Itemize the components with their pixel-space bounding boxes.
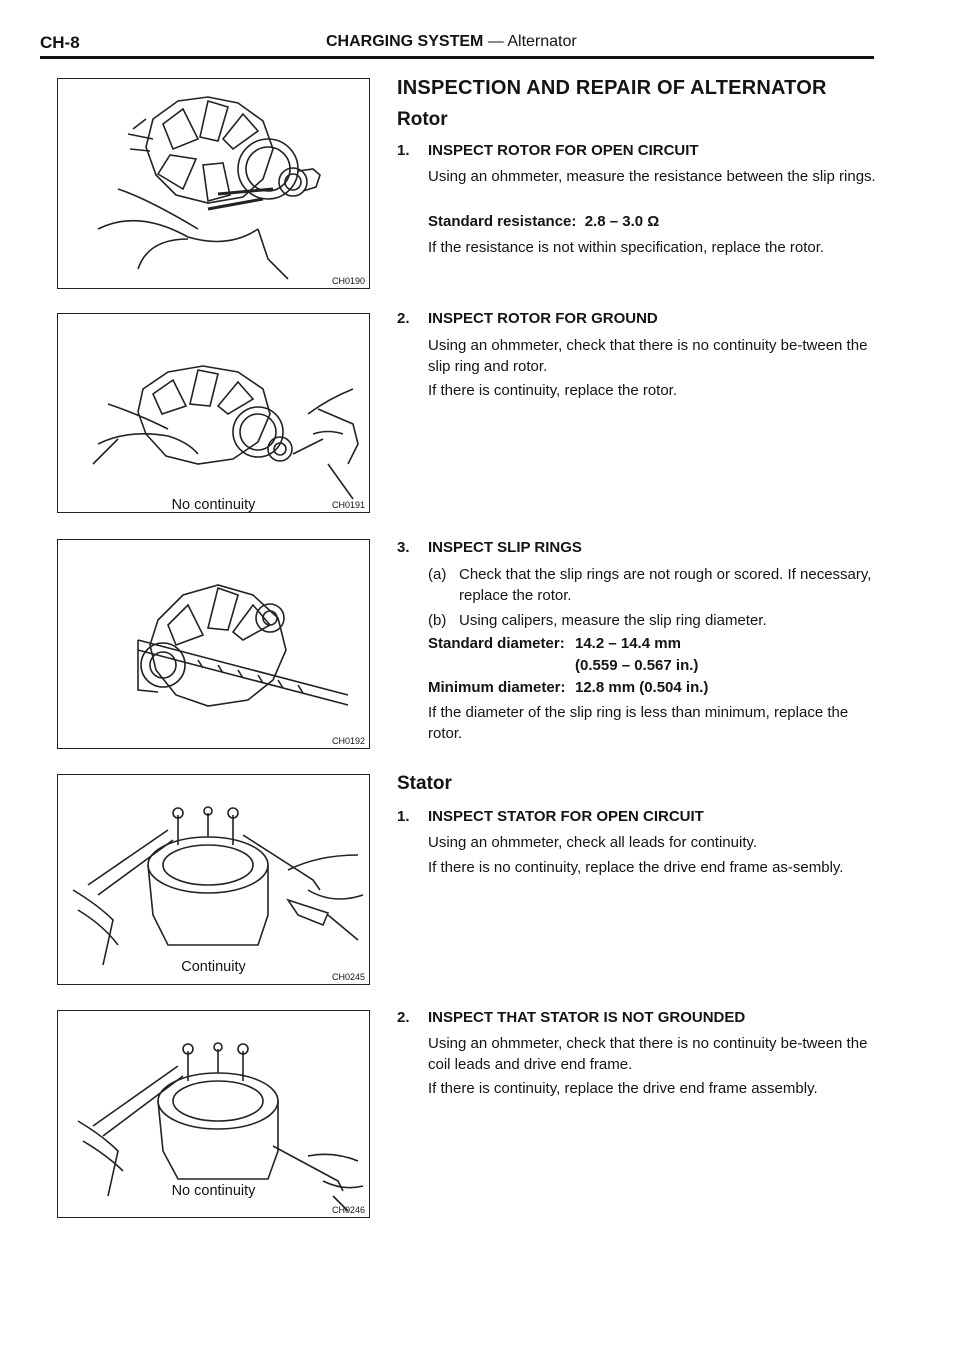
rotor-step-1-note: If the resistance is not within specification, replace the rotor. xyxy=(428,239,825,256)
minimum-diameter-value: 12.8 mm (0.504 in.) xyxy=(575,679,709,696)
rotor-step-1-text: Using an ohmmeter, measure the resistance between the slip rings. xyxy=(428,168,876,185)
section-name: CHARGING SYSTEM xyxy=(326,33,484,50)
rotor-ohmmeter-illustration xyxy=(58,79,370,289)
rotor-step-3-note: If the diameter of the slip ring is less than minimum, replace the rotor. xyxy=(428,704,849,742)
header-dash: — xyxy=(487,33,504,50)
rotor-step-2-text: Using an ohmmeter, check that there is no continuity be-tween the slip ring and rotor. xyxy=(428,337,868,375)
calipers-illustration xyxy=(58,540,370,749)
stator-step-2-title xyxy=(397,1009,745,1026)
rotor-step-2-title xyxy=(397,310,658,327)
figure-caption: No continuity xyxy=(171,1183,256,1199)
page-code: CH-8 xyxy=(40,33,80,52)
step-number: 2. xyxy=(397,1009,410,1026)
stator-continuity-illustration xyxy=(58,775,370,985)
sub-text: Using calipers, measure the slip ring diameter. xyxy=(459,612,767,629)
stator-step-2-text: Using an ohmmeter, check that there is no continuity be-tween the coil leads and drive end frame. xyxy=(428,1035,868,1073)
standard-diameter-inches: (0.559 – 0.567 in.) xyxy=(575,657,699,674)
stator-step-1-note: If there is no continuity, replace the drive end frame as-sembly. xyxy=(428,859,844,876)
step-title: INSPECT ROTOR FOR OPEN CIRCUIT xyxy=(428,142,699,159)
step-title: INSPECT ROTOR FOR GROUND xyxy=(428,310,658,327)
step-number: 3. xyxy=(397,539,410,556)
stator-heading: Stator xyxy=(397,773,452,794)
rotor-ground-illustration xyxy=(58,314,370,513)
rotor-step-3-title xyxy=(397,539,582,556)
figure-rotor-ground xyxy=(57,313,370,513)
figure-code: CH0245 xyxy=(331,972,365,982)
spec-value: 2.8 – 3.0 Ω xyxy=(584,213,660,230)
figure-stator-continuity xyxy=(57,774,370,985)
step-number: 1. xyxy=(397,142,410,159)
standard-diameter-label: Standard diameter: xyxy=(428,635,565,652)
step-title: INSPECT STATOR FOR OPEN CIRCUIT xyxy=(428,808,704,825)
rotor-step-1-title xyxy=(397,142,699,159)
step-number: 2. xyxy=(397,310,410,327)
figure-code: CH0192 xyxy=(331,736,365,746)
standard-diameter-value: 14.2 – 14.4 mm xyxy=(575,635,681,652)
stator-step-1-title xyxy=(397,808,704,825)
figure-caption: No continuity xyxy=(171,497,256,513)
page-header xyxy=(326,33,577,51)
subsection-name: Alternator xyxy=(507,33,577,50)
figure-caption: Continuity xyxy=(181,959,246,975)
header-rule xyxy=(40,56,874,59)
stator-step-2-note: If there is continuity, replace the drive end frame assembly. xyxy=(428,1080,818,1097)
figure-slip-ring-calipers xyxy=(57,539,370,749)
figure-stator-ground xyxy=(57,1010,370,1218)
rotor-resistance-spec xyxy=(428,211,659,232)
main-title: INSPECTION AND REPAIR OF ALTERNATOR xyxy=(397,77,827,99)
figure-rotor-open-circuit xyxy=(57,78,370,289)
sub-label: (b) xyxy=(428,612,447,629)
figure-code: CH0246 xyxy=(331,1205,365,1215)
figure-code: CH0190 xyxy=(331,276,365,286)
stator-step-1-text: Using an ohmmeter, check all leads for continuity. xyxy=(428,834,758,851)
step-title: INSPECT SLIP RINGS xyxy=(428,539,582,556)
sub-label: (a) xyxy=(428,566,447,583)
sub-text: Check that the slip rings are not rough or scored. If necessary, replace the rotor. xyxy=(459,566,872,604)
figure-code: CH0191 xyxy=(331,500,365,510)
rotor-heading: Rotor xyxy=(397,109,448,130)
step-title: INSPECT THAT STATOR IS NOT GROUNDED xyxy=(428,1009,746,1026)
rotor-step-3b xyxy=(428,610,878,631)
rotor-step-2-note: If there is continuity, replace the rotor. xyxy=(428,382,678,399)
step-number: 1. xyxy=(397,808,410,825)
minimum-diameter-label: Minimum diameter: xyxy=(428,679,566,696)
spec-label: Standard resistance: xyxy=(428,213,577,230)
rotor-step-3a xyxy=(428,564,878,606)
